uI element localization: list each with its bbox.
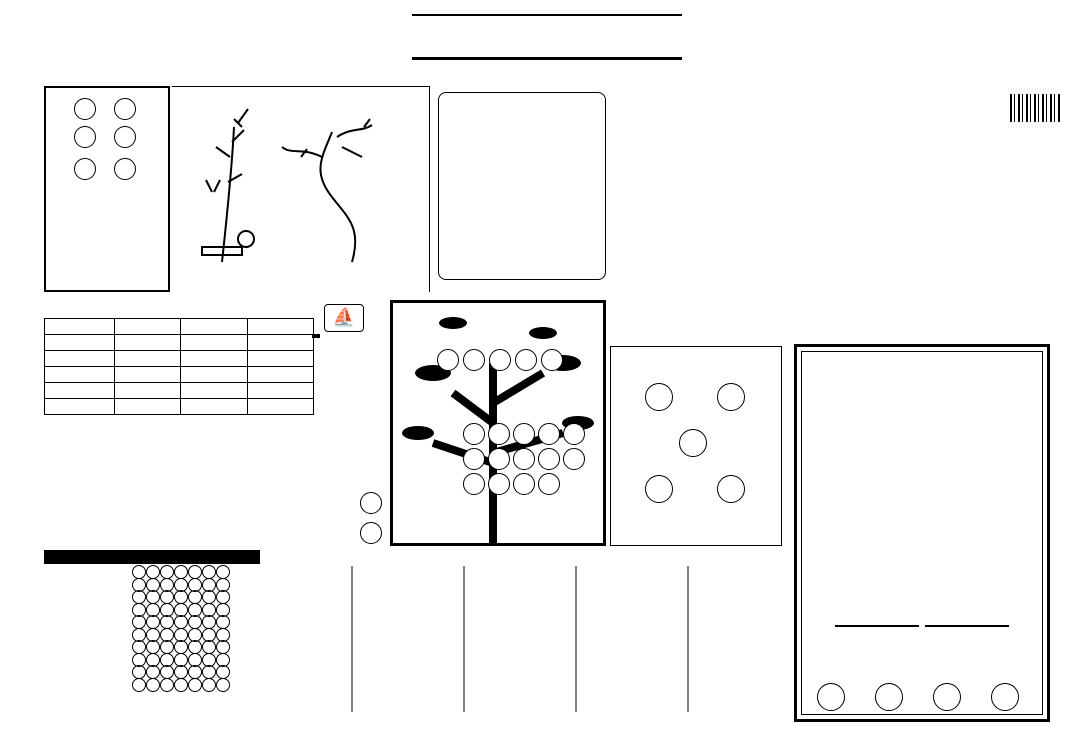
zodiac-number (488, 448, 510, 470)
dot-grid-dividers (352, 566, 688, 712)
zodiac-animals (437, 349, 563, 371)
marksix-label (373, 722, 376, 736)
gate-value (181, 399, 247, 415)
special-number (875, 683, 903, 711)
red-wave-numbers (74, 126, 168, 148)
gate-table (44, 318, 314, 415)
open2-box (925, 625, 1009, 627)
table-row (44, 679, 260, 692)
zodiac-numbers (463, 423, 593, 495)
gate-value (247, 367, 313, 383)
table-row (44, 641, 260, 654)
zodiac-animal (437, 349, 459, 371)
green-wave-numbers (74, 158, 168, 180)
boat-icon: ⛵ (324, 304, 364, 332)
red-number (114, 126, 136, 148)
gate-value (247, 335, 313, 351)
harmony-pig (645, 475, 673, 503)
gate-value (115, 351, 181, 367)
gate-table-header (45, 319, 314, 335)
table-row (44, 579, 260, 592)
gate-header (45, 319, 115, 335)
table-row (44, 604, 260, 617)
marksix-label (181, 66, 184, 80)
zodiac-number (488, 473, 510, 495)
marksix-bottom-row (44, 722, 376, 736)
zodiac-animal (463, 349, 485, 371)
open1-label (837, 625, 919, 627)
zodiac-number (488, 423, 510, 445)
zodiac-number (513, 473, 535, 495)
marksix-label (20, 66, 23, 80)
zodiac-animal (515, 349, 537, 371)
gate-value (115, 335, 181, 351)
table-row (45, 335, 314, 351)
bamboo-tree-illustration (172, 87, 430, 293)
table-row (44, 616, 260, 629)
green-number (114, 158, 136, 180)
table-row (44, 566, 260, 579)
illustration-panel (172, 86, 430, 292)
zodiac-animal (541, 349, 563, 371)
marksix-label (138, 722, 141, 736)
catch-number (360, 492, 382, 514)
catch-wave-label (312, 334, 320, 338)
marksix-label (44, 722, 47, 736)
gate-value (115, 399, 181, 415)
scroll-panel (438, 92, 606, 280)
marksix-label (43, 66, 46, 80)
marksix-label (135, 66, 138, 80)
catch-number (360, 522, 382, 544)
history-ball (132, 678, 146, 692)
marksix-top-row (20, 66, 217, 80)
gate-label (45, 383, 115, 399)
zodiac-number (563, 423, 585, 445)
zodiac-number (463, 473, 485, 495)
marksix-label (112, 66, 115, 80)
zodiac-number (563, 448, 585, 470)
header-banner (412, 14, 682, 60)
marksix-label (66, 66, 69, 80)
green-number (74, 158, 96, 180)
red-number (74, 126, 96, 148)
table-row (44, 591, 260, 604)
marksix-label (326, 722, 329, 736)
zodiac-panel (390, 300, 606, 546)
gate-label (45, 351, 115, 367)
history-title (44, 550, 260, 564)
zodiac-number (513, 423, 535, 445)
gate-value (115, 383, 181, 399)
harmony-horse (717, 475, 745, 503)
marksix-label (185, 722, 188, 736)
table-row (45, 383, 314, 399)
marksix-label (279, 722, 282, 736)
harmony-panel (610, 346, 782, 546)
gate-value (181, 383, 247, 399)
marksix-label (232, 722, 235, 736)
marksix-label (158, 66, 161, 80)
gate-value (247, 351, 313, 367)
table-row (45, 399, 314, 415)
gate-label (45, 335, 115, 351)
zodiac-number (463, 448, 485, 470)
table-row (44, 666, 260, 679)
gate-label (45, 399, 115, 415)
history-ball (188, 678, 202, 692)
gate-value (181, 351, 247, 367)
marksix-label (89, 66, 92, 80)
gate-value (115, 367, 181, 383)
marksix-label (91, 722, 94, 736)
wave-box (44, 86, 170, 292)
table-row (44, 629, 260, 642)
gate-header (181, 319, 247, 335)
history-dot-grid (262, 556, 770, 716)
special-panel (794, 344, 1050, 722)
zodiac-number (538, 473, 560, 495)
zodiac-number (538, 448, 560, 470)
zodiac-animal (489, 349, 511, 371)
blue-number (74, 98, 96, 120)
history-ball (202, 678, 216, 692)
table-row (45, 367, 314, 383)
harmony-rat (679, 429, 707, 457)
gate-label (45, 367, 115, 383)
zodiac-number (463, 423, 485, 445)
marksix-label (204, 66, 207, 80)
gate-value (181, 335, 247, 351)
gate-value (181, 367, 247, 383)
special-numbers (817, 683, 1019, 711)
harmony-dog (717, 383, 745, 411)
special-number (991, 683, 1019, 711)
zodiac-number (513, 448, 535, 470)
special-number (817, 683, 845, 711)
gate-header (247, 319, 313, 335)
barcode (1010, 94, 1062, 122)
gate-header (115, 319, 181, 335)
history-table (44, 566, 260, 691)
table-row (45, 351, 314, 367)
history-ball (160, 678, 174, 692)
special-inner (801, 351, 1043, 715)
table-row (44, 654, 260, 667)
history-ball (174, 678, 188, 692)
zodiac-number (538, 423, 560, 445)
history-special (216, 678, 230, 692)
harmony-monkey (645, 383, 673, 411)
gate-value (247, 399, 313, 415)
history-ball (146, 678, 160, 692)
gate-value (247, 383, 313, 399)
open2-label (927, 625, 1007, 627)
blue-number (114, 98, 136, 120)
blue-wave-numbers (74, 98, 168, 120)
open1-box (835, 625, 919, 627)
special-number (933, 683, 961, 711)
